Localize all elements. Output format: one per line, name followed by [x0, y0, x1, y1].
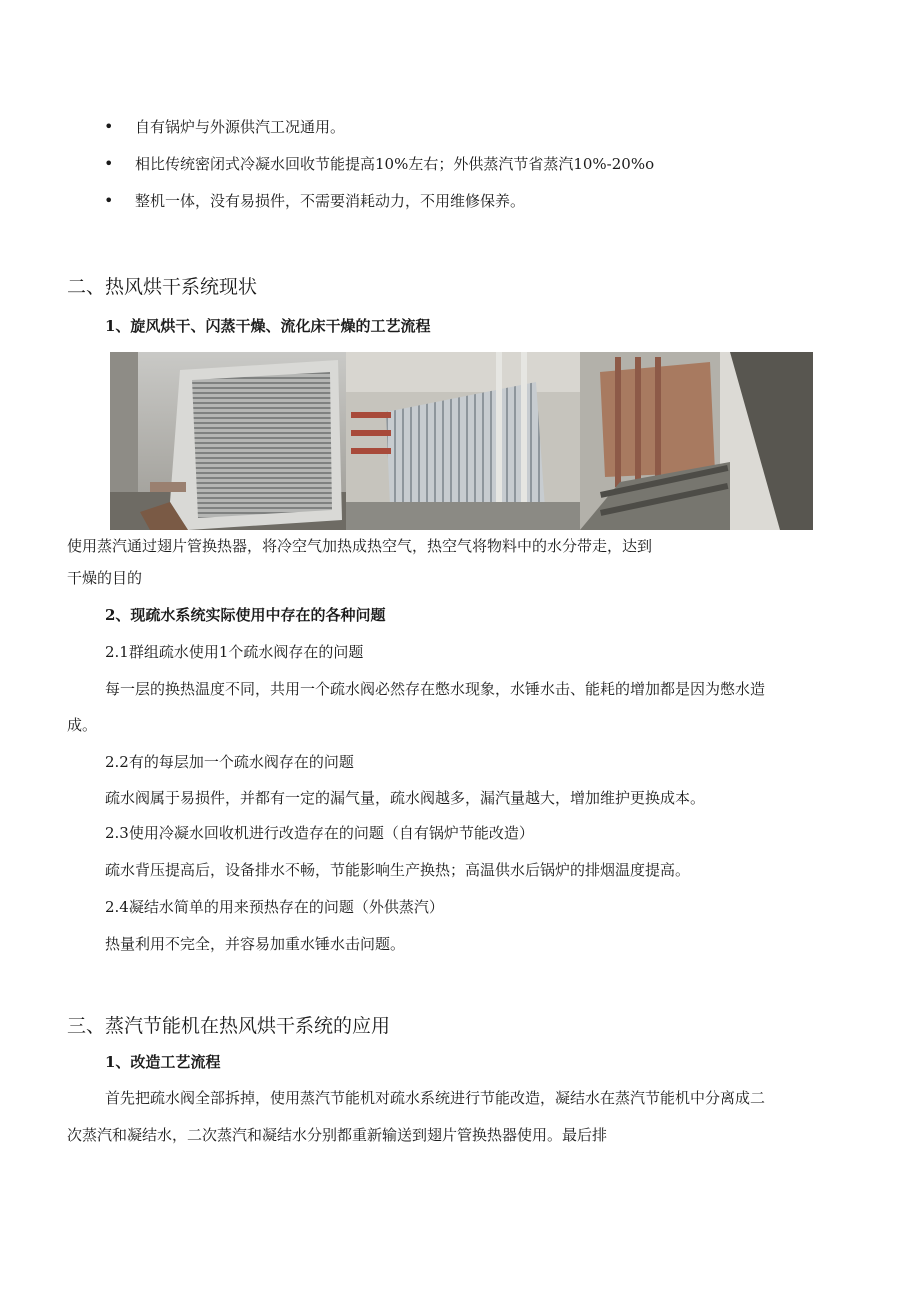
section-2-description-line-2: 干燥的目的	[67, 569, 143, 587]
bullet-marker: •	[104, 191, 114, 210]
subsection-2-2-body: 疏水阀属于易损件，并都有一定的漏气量，疏水阀越多，漏汽量越大，增加维护更换成本。	[105, 789, 706, 807]
section-2-subheading-1: 1、旋风烘干、闪蒸干燥、流化床干燥的工艺流程	[105, 317, 431, 335]
bullet-item-1: 自有锅炉与外源供汽工况通用。	[135, 118, 346, 136]
photo-heat-exchanger-1-graphic	[110, 352, 346, 530]
equipment-photos	[110, 352, 813, 530]
subsection-2-1-body-line-1: 每一层的换热温度不同，共用一个疏水阀必然存在憋水现象，水锤水击、能耗的增加都是因为憋水造	[105, 680, 766, 698]
section-3-body-line-1: 首先把疏水阀全部拆掉，使用蒸汽节能机对疏水系统进行节能改造，凝结水在蒸汽节能机中分离成二	[105, 1089, 766, 1107]
bullet-item-2: 相比传统密闭式冷凝水回收节能提高10%左右；外供蒸汽节省蒸汽10%-20%o	[135, 155, 655, 173]
section-3-subheading-1: 1、改造工艺流程	[105, 1053, 221, 1071]
subsection-2-1-body-line-2: 成。	[67, 716, 98, 734]
section-2-heading: 二、热风烘干系统现状	[67, 276, 258, 298]
subsection-2-3-body: 疏水背压提高后，设备排水不畅，节能影响生产换热；高温供水后锅炉的排烟温度提高。	[105, 861, 691, 879]
photo-heat-exchanger-2	[346, 352, 580, 530]
bullet-marker: •	[104, 154, 114, 173]
subsection-2-3-title: 2.3使用冷凝水回收机进行改造存在的问题（自有锅炉节能改造）	[105, 824, 534, 842]
bullet-item-3: 整机一体，没有易损件，不需要消耗动力，不用维修保养。	[135, 192, 526, 210]
photo-pipework-graphic	[580, 352, 813, 530]
subsection-2-4-title: 2.4凝结水简单的用来预热存在的问题（外供蒸汽）	[105, 898, 444, 916]
photo-heat-exchanger-1	[110, 352, 346, 530]
subsection-2-2-title: 2.2有的每层加一个疏水阀存在的问题	[105, 753, 354, 771]
section-2-description-line-1: 使用蒸汽通过翅片管换热器，将冷空气加热成热空气，热空气将物料中的水分带走，达到	[67, 537, 653, 555]
section-2-subheading-2: 2、现疏水系统实际使用中存在的各种问题	[105, 606, 386, 624]
subsection-2-1-title: 2.1群组疏水使用1个疏水阀存在的问题	[105, 643, 364, 661]
subsection-2-4-body: 热量利用不完全，并容易加重水锤水击问题。	[105, 935, 406, 953]
section-3-heading: 三、蒸汽节能机在热风烘干系统的应用	[67, 1015, 391, 1037]
section-3-body-line-2: 次蒸汽和凝结水，二次蒸汽和凝结水分别都重新输送到翅片管换热器使用。最后排	[67, 1126, 608, 1144]
bullet-marker: •	[104, 117, 114, 136]
photo-heat-exchanger-2-graphic	[346, 352, 580, 530]
photo-pipework	[580, 352, 813, 530]
